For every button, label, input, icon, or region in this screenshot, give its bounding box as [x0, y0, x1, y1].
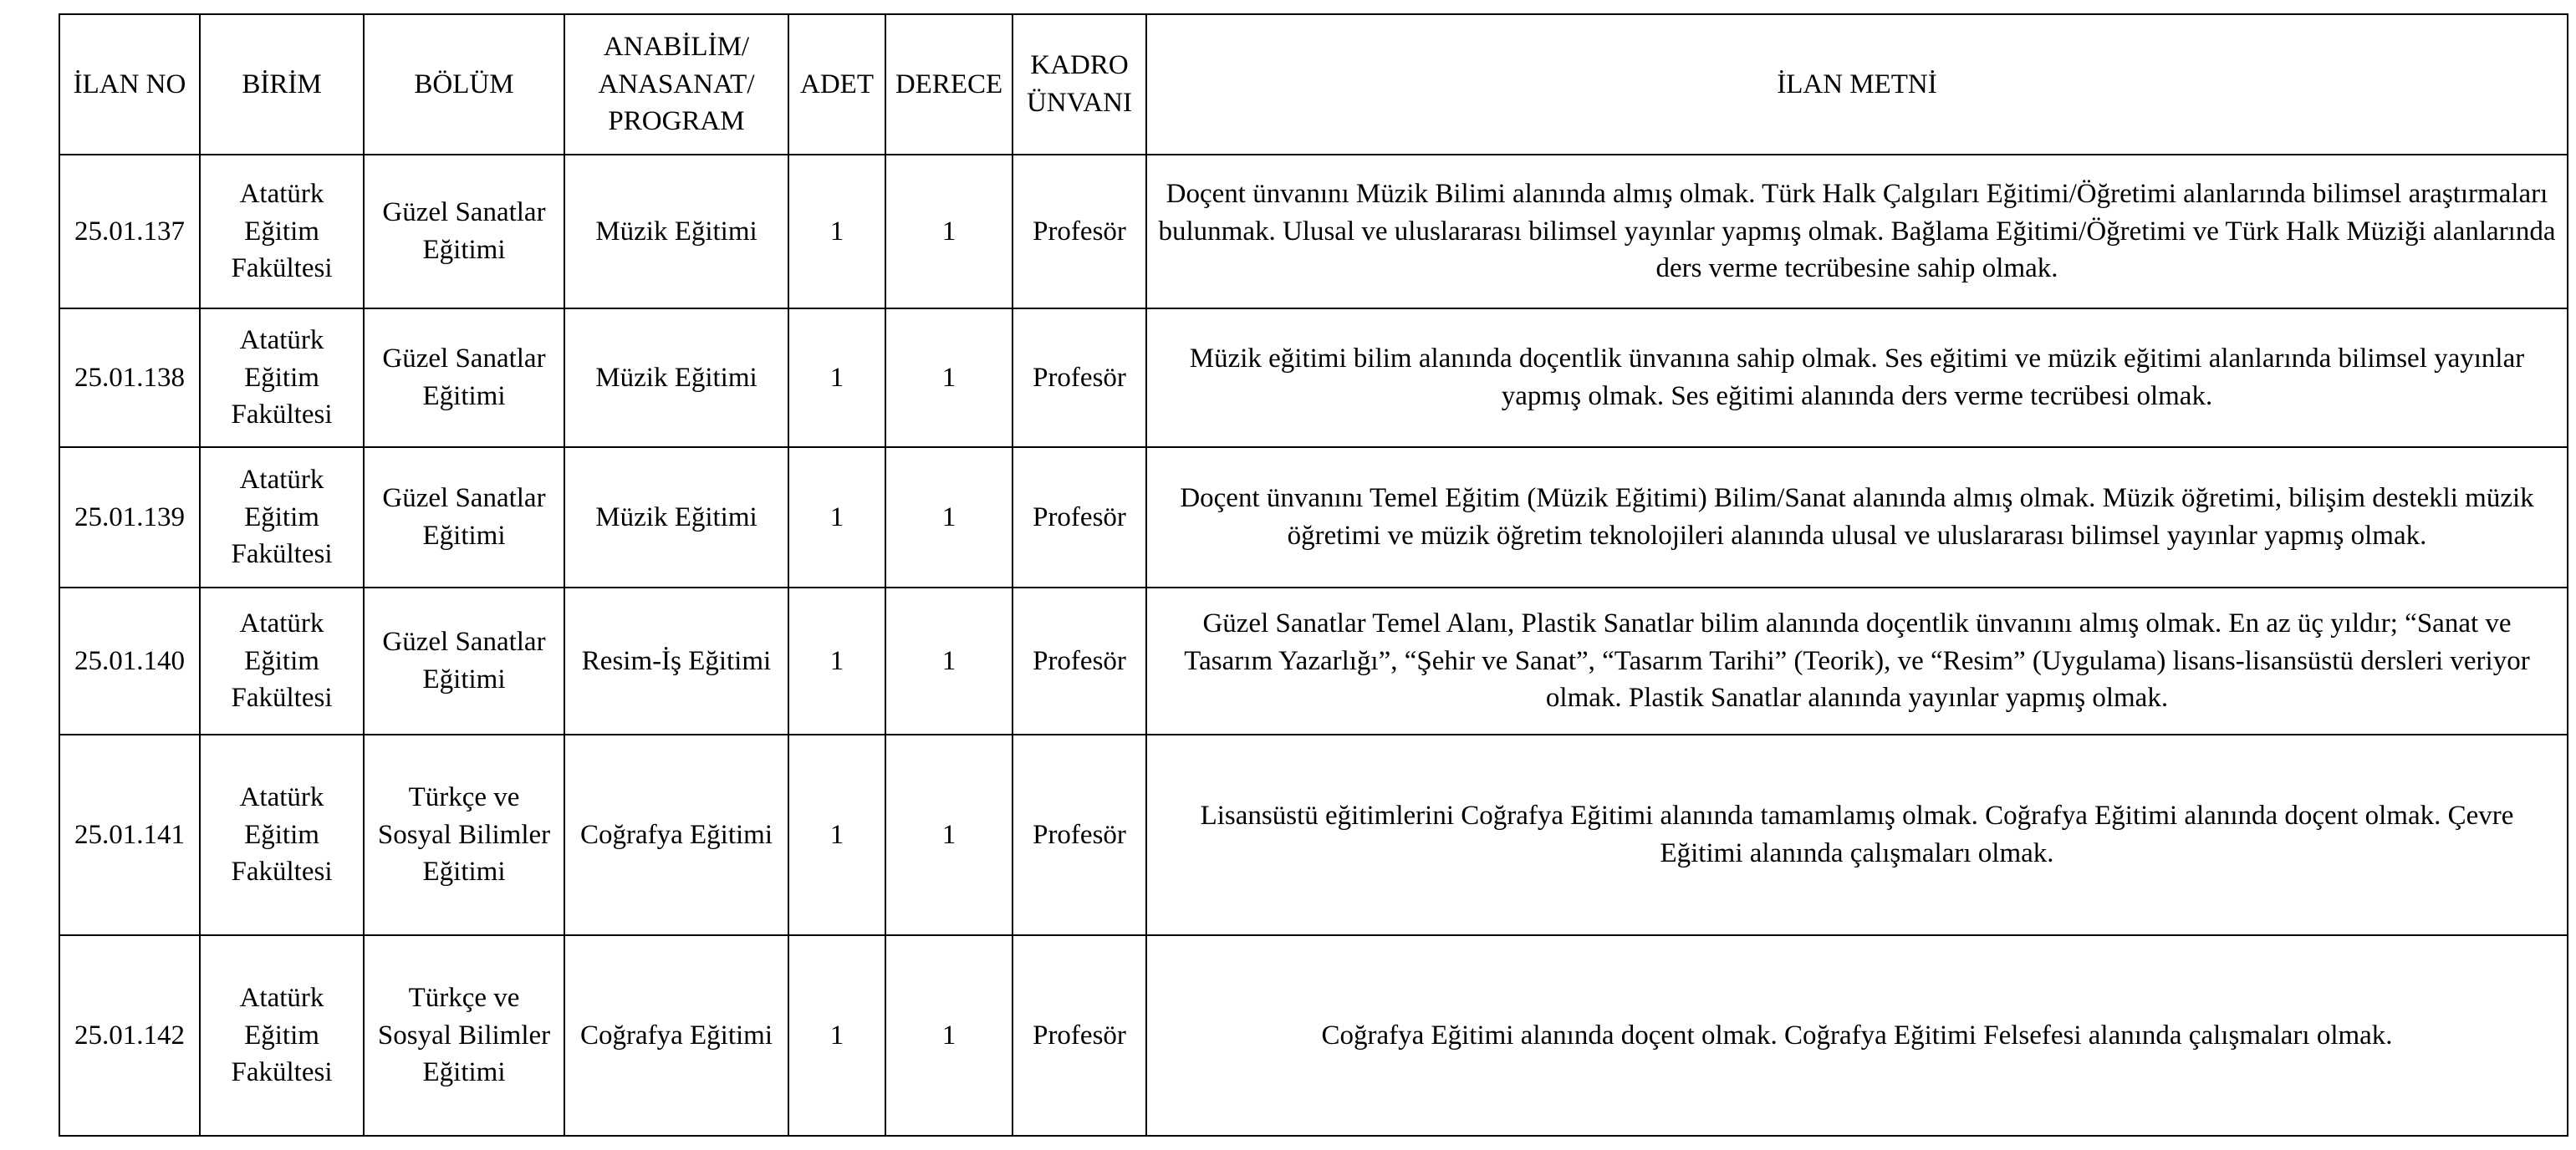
cell-birim: Atatürk Eğitim Fakültesi	[200, 735, 364, 935]
cell-bolum: Türkçe ve Sosyal Bilimler Eğitimi	[364, 935, 564, 1136]
cell-birim: Atatürk Eğitim Fakültesi	[200, 308, 364, 447]
cell-kadro-unvani: Profesör	[1013, 155, 1146, 308]
cell-derece: 1	[885, 735, 1013, 935]
job-postings-table	[59, 13, 2568, 1137]
cell-birim: Atatürk Eğitim Fakültesi	[200, 588, 364, 735]
header-birim: BİRİM	[200, 14, 364, 155]
cell-ilan-no: 25.01.142	[59, 935, 200, 1136]
cell-ilan-metni: Doçent ünvanını Temel Eğitim (Müzik Eğitimi) Bilim/Sanat alanında almış olmak. Müzik öğretimi, bilişim destekli müzik öğretimi ve müzik öğretim teknolojileri alanında ulusal ve uluslararası bilimsel yayınlar yapmış olmak.	[1146, 447, 2568, 588]
cell-ilan-no: 25.01.138	[59, 308, 200, 447]
table-row	[59, 588, 2568, 735]
cell-kadro-unvani: Profesör	[1013, 935, 1146, 1136]
cell-program: Coğrafya Eğitimi	[564, 735, 788, 935]
cell-adet: 1	[788, 447, 885, 588]
cell-ilan-metni: Coğrafya Eğitimi alanında doçent olmak. Coğrafya Eğitimi Felsefesi alanında çalışmaları olmak.	[1146, 935, 2568, 1136]
header-row	[59, 14, 2568, 155]
cell-derece: 1	[885, 588, 1013, 735]
table-row	[59, 935, 2568, 1136]
cell-derece: 1	[885, 308, 1013, 447]
header-ilan-metni: İLAN METNİ	[1146, 14, 2568, 155]
cell-derece: 1	[885, 447, 1013, 588]
cell-kadro-unvani: Profesör	[1013, 588, 1146, 735]
cell-ilan-no: 25.01.137	[59, 155, 200, 308]
cell-program: Müzik Eğitimi	[564, 447, 788, 588]
cell-birim: Atatürk Eğitim Fakültesi	[200, 447, 364, 588]
header-adet: ADET	[788, 14, 885, 155]
cell-bolum: Güzel Sanatlar Eğitimi	[364, 308, 564, 447]
table-body	[59, 155, 2568, 1136]
header-program: ANABİLİM/ ANASANAT/ PROGRAM	[564, 14, 788, 155]
header-kadro-unvani: KADRO ÜNVANI	[1013, 14, 1146, 155]
cell-kadro-unvani: Profesör	[1013, 735, 1146, 935]
cell-birim: Atatürk Eğitim Fakültesi	[200, 155, 364, 308]
cell-program: Müzik Eğitimi	[564, 155, 788, 308]
cell-bolum: Güzel Sanatlar Eğitimi	[364, 588, 564, 735]
cell-bolum: Güzel Sanatlar Eğitimi	[364, 155, 564, 308]
cell-ilan-metni: Lisansüstü eğitimlerini Coğrafya Eğitimi alanında tamamlamış olmak. Coğrafya Eğitimi alanında doçent olmak. Çevre Eğitimi alanında çalışmaları olmak.	[1146, 735, 2568, 935]
table-row	[59, 155, 2568, 308]
cell-derece: 1	[885, 155, 1013, 308]
cell-ilan-no: 25.01.141	[59, 735, 200, 935]
cell-adet: 1	[788, 588, 885, 735]
table-row	[59, 308, 2568, 447]
cell-kadro-unvani: Profesör	[1013, 447, 1146, 588]
cell-program: Müzik Eğitimi	[564, 308, 788, 447]
cell-derece: 1	[885, 935, 1013, 1136]
table-header	[59, 14, 2568, 155]
cell-program: Coğrafya Eğitimi	[564, 935, 788, 1136]
cell-ilan-metni: Güzel Sanatlar Temel Alanı, Plastik Sanatlar bilim alanında doçentlik ünvanını almış olmak. En az üç yıldır; “Sanat ve Tasarım Yazarlığı”, “Şehir ve Sanat”, “Tasarım Tarihi” (Teorik), ve “Resim” (Uygulama) lisans-lisansüstü dersleri veriyor olmak. Plastik Sanatlar alanında yayınlar yapmış olmak.	[1146, 588, 2568, 735]
cell-bolum: Türkçe ve Sosyal Bilimler Eğitimi	[364, 735, 564, 935]
header-bolum: BÖLÜM	[364, 14, 564, 155]
cell-ilan-no: 25.01.140	[59, 588, 200, 735]
cell-ilan-no: 25.01.139	[59, 447, 200, 588]
cell-adet: 1	[788, 735, 885, 935]
cell-ilan-metni: Müzik eğitimi bilim alanında doçentlik ünvanına sahip olmak. Ses eğitimi ve müzik eğitimi alanlarında bilimsel yayınlar yapmış olmak. Ses eğitimi alanında ders verme tecrübesi olmak.	[1146, 308, 2568, 447]
table-row	[59, 447, 2568, 588]
table-row	[59, 735, 2568, 935]
cell-adet: 1	[788, 935, 885, 1136]
header-derece: DERECE	[885, 14, 1013, 155]
cell-bolum: Güzel Sanatlar Eğitimi	[364, 447, 564, 588]
header-ilan-no: İLAN NO	[59, 14, 200, 155]
cell-adet: 1	[788, 308, 885, 447]
cell-kadro-unvani: Profesör	[1013, 308, 1146, 447]
cell-ilan-metni: Doçent ünvanını Müzik Bilimi alanında almış olmak. Türk Halk Çalgıları Eğitimi/Öğretimi alanlarında bilimsel araştırmaları bulunmak. Ulusal ve uluslararası bilimsel yayınlar yapmış olmak. Bağlama Eğitimi/Öğretimi ve Türk Halk Müziği alanlarında ders verme tecrübesine sahip olmak.	[1146, 155, 2568, 308]
cell-adet: 1	[788, 155, 885, 308]
cell-program: Resim-İş Eğitimi	[564, 588, 788, 735]
cell-birim: Atatürk Eğitim Fakültesi	[200, 935, 364, 1136]
